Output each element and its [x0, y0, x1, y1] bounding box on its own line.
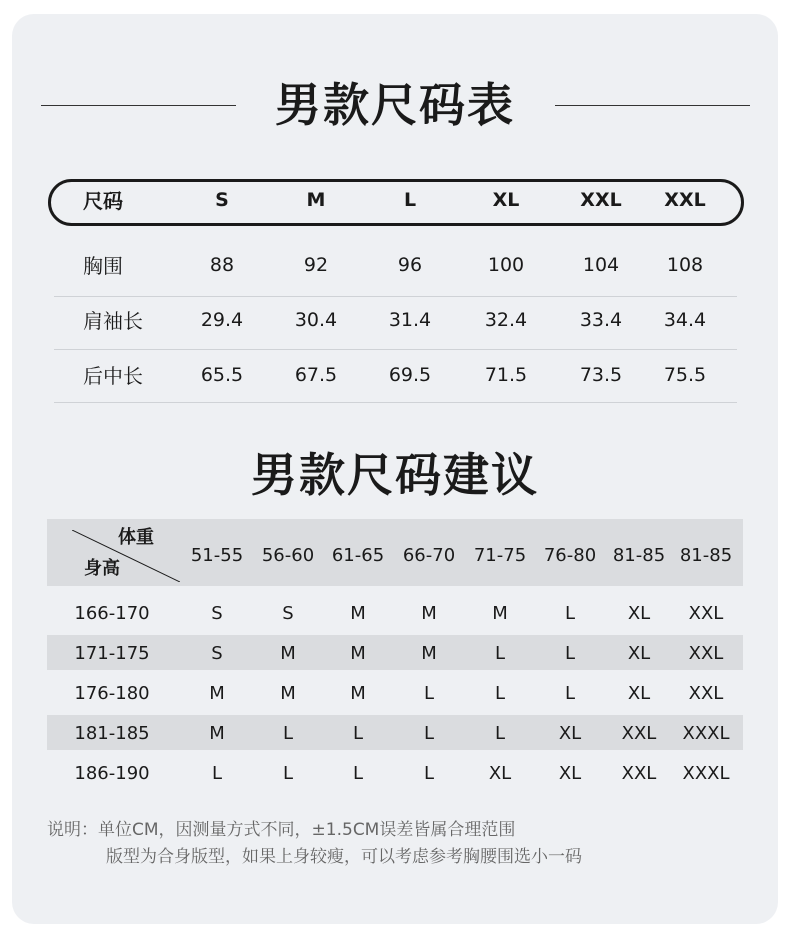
recommend-size-cell: XL	[627, 683, 651, 704]
row-divider	[54, 296, 737, 297]
recommend-size-cell: L	[282, 723, 294, 744]
size-value-cell: 31.4	[388, 309, 432, 331]
recommend-size-cell: L	[494, 683, 506, 704]
recommend-size-cell: M	[350, 643, 366, 664]
recommend-size-cell: XXL	[621, 723, 657, 744]
size-value-cell: 88	[209, 254, 235, 276]
size-value-cell: 104	[582, 254, 620, 276]
size-value-cell: 29.4	[200, 309, 244, 331]
recommend-size-cell: XL	[558, 763, 582, 784]
recommend-size-cell: L	[211, 763, 223, 784]
recommend-size-cell: XXL	[688, 683, 724, 704]
recommend-size-cell: L	[494, 723, 506, 744]
height-label-cell: 171-175	[74, 643, 150, 664]
weight-header-cell: 71-75	[473, 545, 527, 566]
recommend-size-cell: L	[352, 723, 364, 744]
recommend-title: 男款尺码建议	[251, 448, 539, 502]
weight-header-cell: 81-85	[679, 545, 733, 566]
title-row	[0, 72, 790, 138]
weight-header-cell: 66-70	[402, 545, 456, 566]
size-value-cell: 92	[303, 254, 329, 276]
size-header-cell: XXL	[580, 189, 622, 211]
recommend-size-cell: L	[282, 763, 294, 784]
size-value-cell: 75.5	[663, 364, 707, 386]
height-label-cell: 176-180	[74, 683, 150, 704]
size-value-cell: 33.4	[579, 309, 623, 331]
recommend-size-cell: L	[423, 723, 435, 744]
recommend-size-cell: M	[350, 683, 366, 704]
recommend-size-cell: S	[211, 603, 223, 624]
recommend-size-cell: M	[421, 603, 437, 624]
size-value-cell: 65.5	[200, 364, 244, 386]
recommend-size-cell: XXL	[621, 763, 657, 784]
row-divider	[54, 349, 737, 350]
recommend-size-cell: XL	[488, 763, 512, 784]
recommend-size-cell: M	[280, 683, 296, 704]
weight-header-cell: 61-65	[331, 545, 385, 566]
size-value-cell: 34.4	[663, 309, 707, 331]
height-label-cell: 166-170	[74, 603, 150, 624]
weight-header-cell: 76-80	[543, 545, 597, 566]
size-value-cell: 73.5	[579, 364, 623, 386]
height-label-cell: 181-185	[74, 723, 150, 744]
weight-header-cell: 51-55	[190, 545, 244, 566]
corner-height-label: 身高	[84, 558, 120, 579]
recommend-size-cell: L	[564, 643, 576, 664]
recommend-size-cell: M	[209, 683, 225, 704]
recommend-size-cell: M	[421, 643, 437, 664]
corner-weight-label: 体重	[118, 527, 154, 548]
size-row-label: 肩袖长	[83, 309, 143, 333]
recommend-size-cell: M	[209, 723, 225, 744]
recommend-size-cell: L	[423, 763, 435, 784]
recommend-size-cell: S	[211, 643, 223, 664]
size-value-cell: 69.5	[388, 364, 432, 386]
size-value-cell: 108	[666, 254, 704, 276]
size-value-cell: 96	[397, 254, 423, 276]
size-header-cell: XL	[492, 189, 520, 211]
size-header-cell: XXL	[664, 189, 706, 211]
page-title: 男款尺码表	[275, 78, 515, 132]
recommend-size-cell: L	[564, 603, 576, 624]
size-value-cell: 100	[487, 254, 525, 276]
weight-header-cell: 56-60	[261, 545, 315, 566]
size-value-cell: 32.4	[484, 309, 528, 331]
size-header-cell: S	[215, 189, 229, 211]
recommend-size-cell: XXXL	[682, 763, 730, 784]
recommend-size-cell: L	[564, 683, 576, 704]
recommend-size-cell: XXL	[688, 643, 724, 664]
size-row-label: 后中长	[83, 364, 143, 388]
size-header-cell: L	[403, 189, 417, 211]
recommend-size-cell: M	[492, 603, 508, 624]
recommend-size-cell: L	[423, 683, 435, 704]
recommend-size-cell: M	[350, 603, 366, 624]
recommend-size-cell: XL	[627, 603, 651, 624]
recommend-size-cell: S	[282, 603, 294, 624]
size-header-cell: M	[306, 189, 326, 211]
weight-header-cell: 81-85	[612, 545, 666, 566]
row-divider	[54, 402, 737, 403]
recommend-size-cell: M	[280, 643, 296, 664]
recommend-size-cell: L	[494, 643, 506, 664]
size-value-cell: 71.5	[484, 364, 528, 386]
size-value-cell: 67.5	[294, 364, 338, 386]
title-rule-right	[555, 105, 750, 106]
recommend-size-cell: XXXL	[682, 723, 730, 744]
size-value-cell: 30.4	[294, 309, 338, 331]
note-line-1: 说明：单位CM，因测量方式不同，±1.5CM误差皆属合理范围	[47, 820, 516, 840]
size-row-label: 胸围	[83, 254, 123, 278]
recommend-size-cell: XL	[558, 723, 582, 744]
note-line-2: 版型为合身版型，如果上身较瘦，可以考虑参考胸腰围选小一码	[106, 847, 582, 867]
recommend-size-cell: XL	[627, 643, 651, 664]
height-label-cell: 186-190	[74, 763, 150, 784]
size-header-label: 尺码	[83, 189, 123, 213]
recommend-size-cell: L	[352, 763, 364, 784]
recommend-size-cell: XXL	[688, 603, 724, 624]
